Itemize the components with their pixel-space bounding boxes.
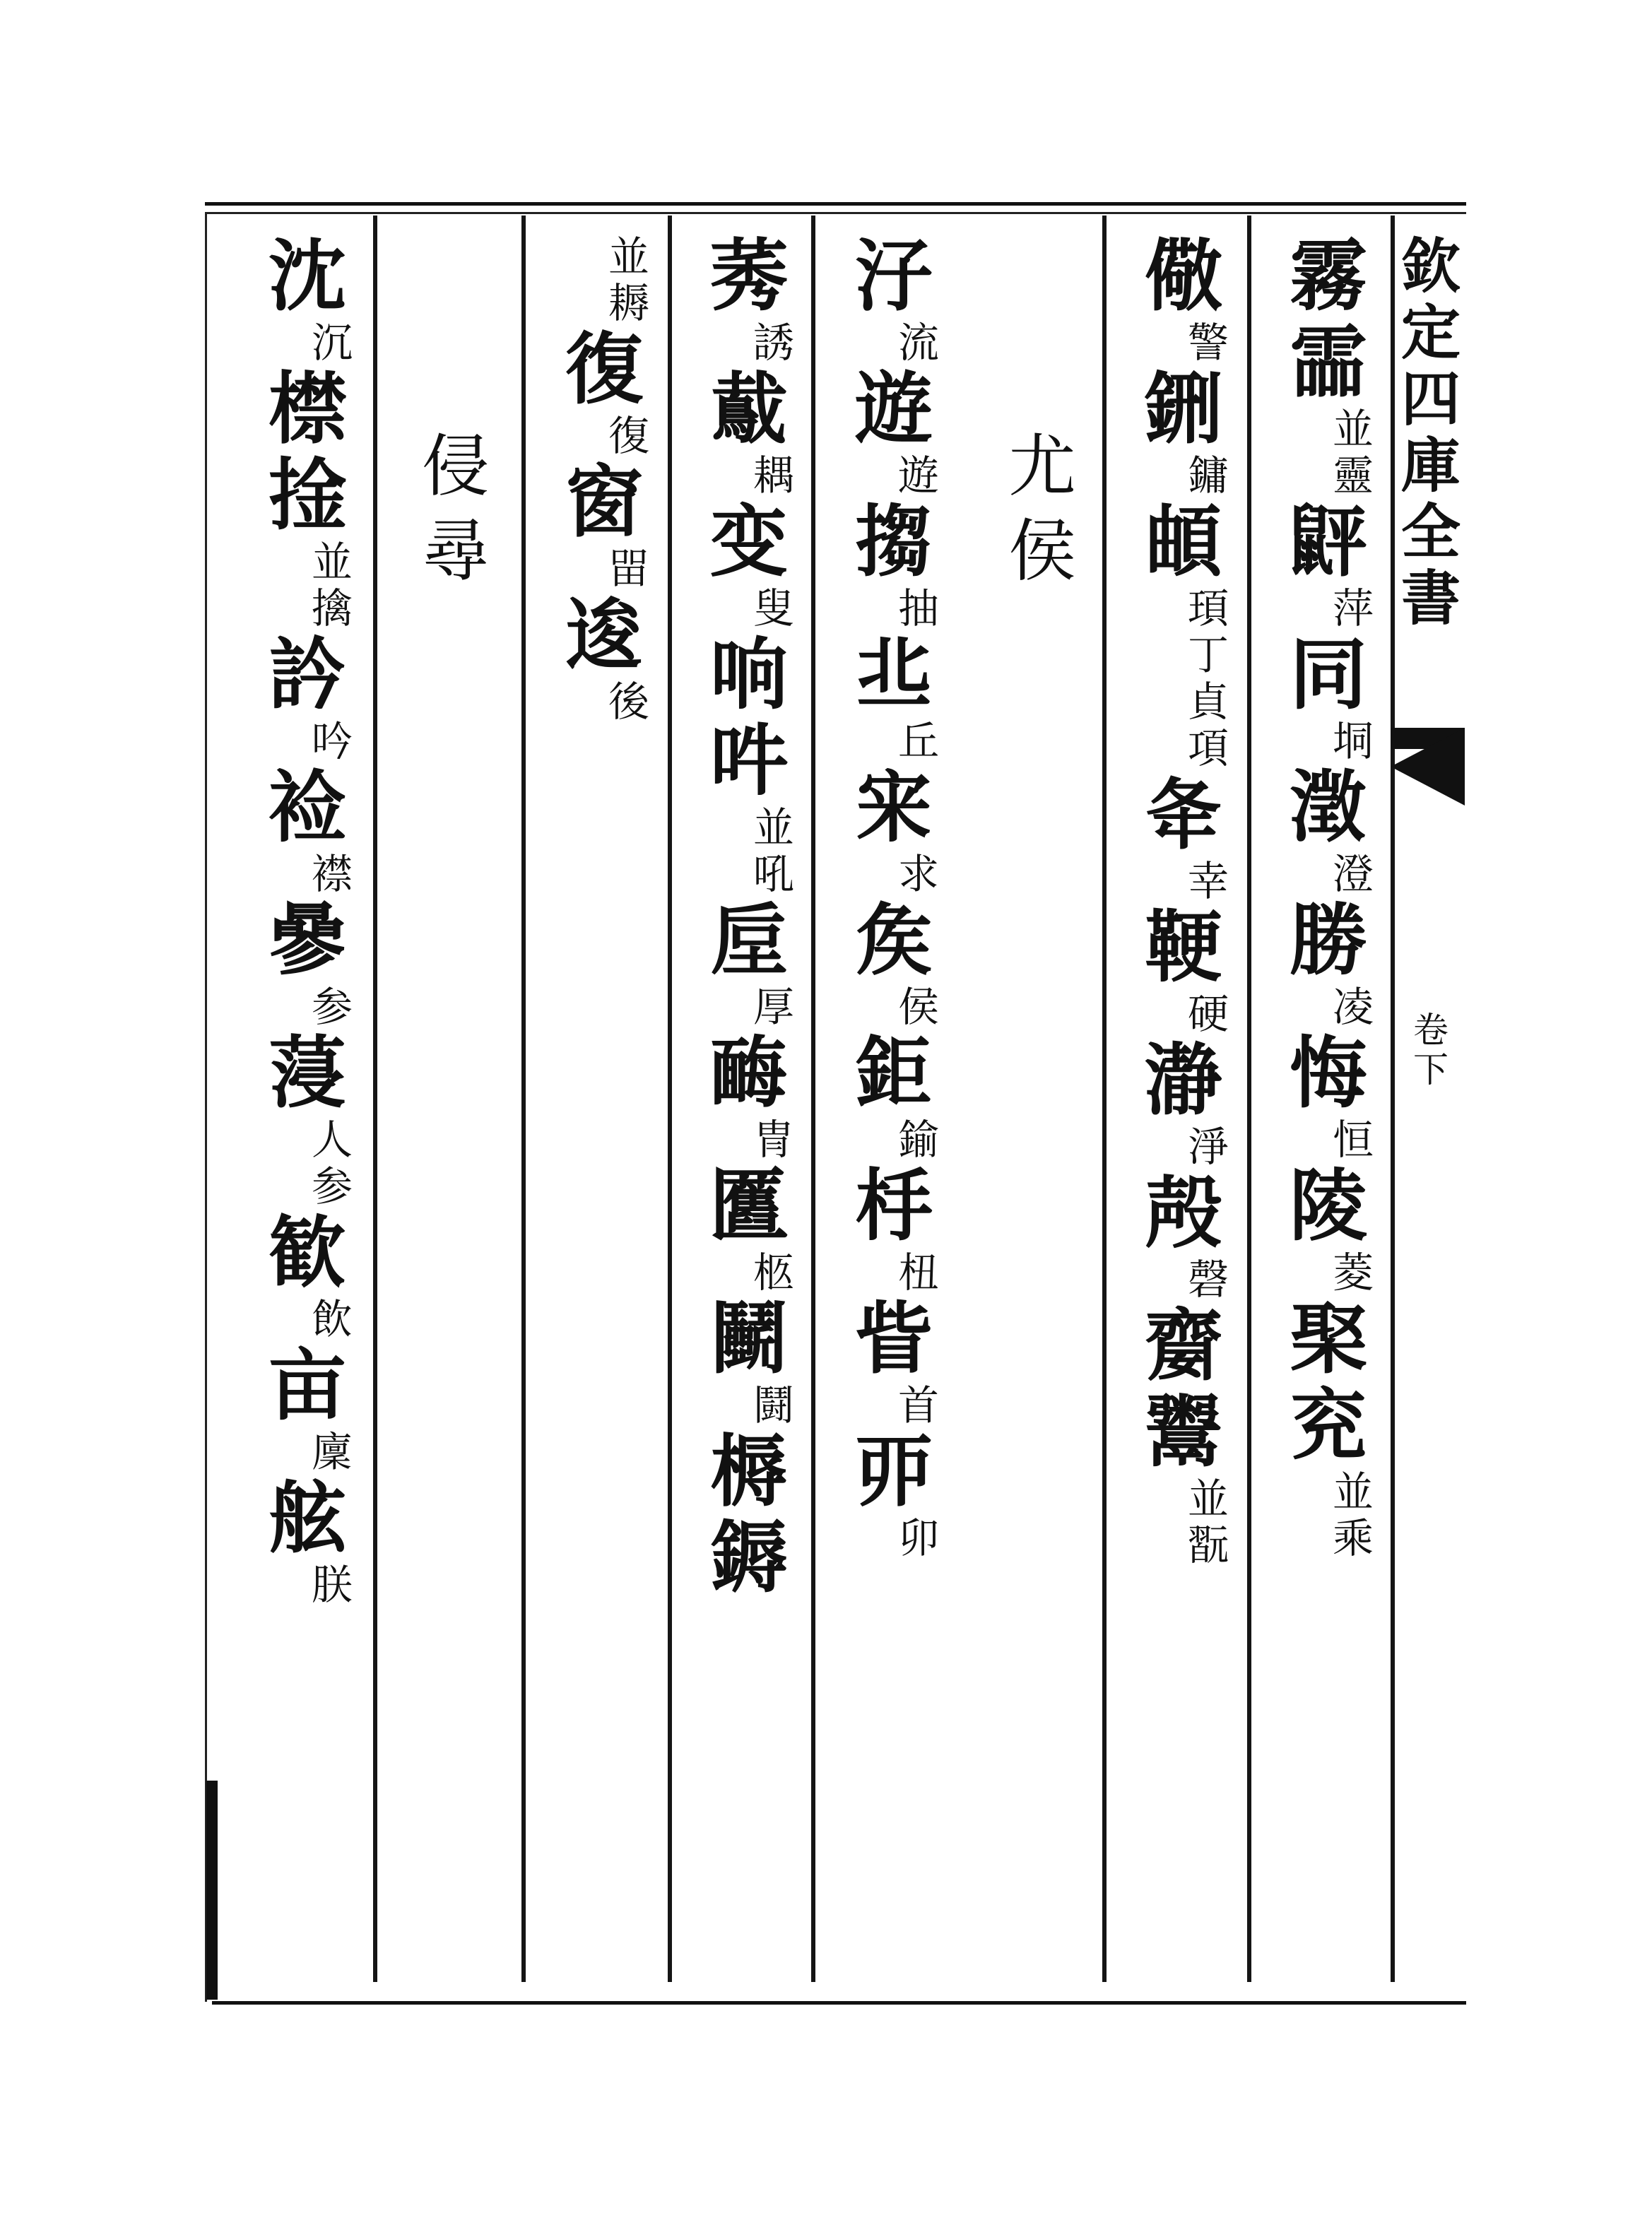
variant-annotation: 遊: [897, 452, 939, 500]
variant-annotation: 並吼: [753, 803, 794, 898]
title-char: 全: [1400, 497, 1461, 567]
variant-annotation: 廩: [311, 1428, 353, 1476]
variant-annotation: 頊: [1187, 584, 1229, 632]
variant-annotation: 参: [311, 983, 353, 1031]
text-column-1: [1265, 230, 1392, 1562]
variant-annotation: 耨: [608, 279, 649, 327]
head-character: 鉶: [1145, 363, 1222, 454]
text-column-2: [1120, 230, 1247, 1569]
variant-annotation: 柩: [753, 1249, 794, 1297]
head-character: 霧: [1290, 230, 1367, 322]
rhyme-heading-column-1: [979, 424, 1106, 594]
rhyme-heading-char: 侵: [422, 427, 490, 506]
variant-annotation: 鍮: [897, 1116, 939, 1164]
title-char: 庫: [1400, 430, 1461, 500]
variant-annotation: 人参: [311, 1116, 353, 1210]
volume-label: [1399, 1010, 1463, 1090]
left-border-rule: [205, 214, 207, 2002]
variant-annotation: 卯: [897, 1514, 939, 1562]
head-character: 垕: [710, 895, 788, 986]
rhyme-heading-char: 侯: [1008, 512, 1076, 591]
head-character: 夅: [1145, 769, 1222, 860]
head-character: 鬻: [1145, 1386, 1222, 1477]
variant-annotation: 後: [608, 678, 649, 726]
variant-annotation: 求: [897, 850, 939, 898]
head-character: 儆: [1145, 230, 1222, 322]
head-character: 勝: [1290, 895, 1367, 986]
variant-annotation: 淨: [1187, 1123, 1229, 1171]
head-character: 鎒: [710, 1512, 788, 1603]
head-character: 舷: [269, 1473, 346, 1564]
variant-annotation: 警: [1187, 319, 1229, 367]
text-column-5: [541, 233, 668, 725]
head-character: 悔: [1290, 1027, 1367, 1119]
head-character: 澂: [1290, 762, 1367, 853]
variant-annotation: 翫: [1187, 1521, 1229, 1569]
head-character: 鉅: [855, 1027, 933, 1119]
head-character: 响: [710, 629, 788, 720]
volume-char: 下: [1413, 1049, 1449, 1090]
variant-annotation: 冑: [753, 1116, 794, 1164]
variant-annotation: 㽞: [608, 545, 649, 593]
variant-annotation: 幸: [1187, 857, 1229, 905]
top-inner-rule: [205, 212, 1466, 214]
variant-annotation: 抽: [897, 584, 939, 632]
variant-annotation: 首: [897, 1381, 939, 1429]
variant-annotation: 萍: [1332, 584, 1374, 632]
variant-annotation: 耦: [753, 452, 794, 500]
head-character: 莠: [710, 230, 788, 322]
book-title-margin: [1399, 233, 1463, 632]
rhyme-heading-char: 尋: [422, 512, 490, 591]
variant-annotation: 沉: [311, 319, 353, 367]
variant-annotation: 項: [1187, 724, 1229, 772]
head-character: 变: [710, 496, 788, 587]
binding-edge-mark: [206, 1781, 218, 2000]
head-character: 沈: [269, 230, 346, 322]
text-column-3: [830, 230, 957, 1562]
variant-annotation: 並: [608, 232, 649, 281]
variant-annotation: 吟: [311, 717, 353, 765]
title-char: 定: [1400, 297, 1461, 367]
head-character: 宩: [855, 762, 933, 853]
variant-annotation: 並擒: [311, 538, 353, 632]
head-character: 蓡: [269, 1027, 346, 1119]
head-character: 遊: [855, 363, 933, 454]
head-character: 陵: [1290, 1160, 1367, 1251]
head-character: 棸: [1290, 1293, 1367, 1384]
title-char: 四: [1400, 364, 1461, 434]
head-character: 亩: [269, 1340, 346, 1431]
head-character: 丣: [855, 1426, 933, 1517]
head-character: 鬭: [710, 1293, 788, 1384]
variant-annotation: 厚: [753, 983, 794, 1031]
variant-annotation: 誘: [753, 319, 794, 367]
variant-annotation: 凌: [1332, 983, 1374, 1031]
head-character: 頔: [1145, 496, 1222, 587]
variant-annotation: 侯: [897, 983, 939, 1031]
volume-char: 卷: [1413, 1010, 1449, 1051]
variant-annotation: 菱: [1332, 1249, 1374, 1297]
bottom-border-rule: [212, 2001, 1466, 2005]
head-character: 㯲: [269, 363, 346, 454]
variant-annotation: 流: [897, 319, 939, 367]
variant-annotation: 並: [1187, 1475, 1229, 1523]
head-character: 曑: [269, 895, 346, 986]
variant-annotation: 飲: [311, 1295, 353, 1343]
variant-annotation: 硬: [1187, 990, 1229, 1038]
head-character: 殸: [1145, 1167, 1222, 1258]
variant-annotation: 朕: [311, 1561, 353, 1609]
head-character: 搊: [855, 496, 933, 587]
head-character: 杽: [855, 1160, 933, 1251]
head-character: 逡: [565, 589, 643, 680]
head-character: 匶: [710, 1160, 788, 1251]
head-character: 眥: [855, 1293, 933, 1384]
head-character: 同: [1290, 629, 1367, 720]
variant-annotation: 襟: [311, 850, 353, 898]
head-character: 復: [565, 324, 643, 415]
head-character: 鞕: [1145, 902, 1222, 993]
title-char: 書: [1400, 563, 1461, 633]
variant-annotation: 恒: [1332, 1116, 1374, 1164]
head-character: 窗: [565, 456, 643, 548]
head-character: 歓: [269, 1207, 346, 1298]
top-border-rule: [205, 202, 1466, 206]
column-divider: [373, 216, 377, 1982]
variant-annotation: 鬪: [753, 1381, 794, 1429]
head-character: 裣: [269, 762, 346, 853]
rhyme-heading-column-2: [392, 424, 519, 594]
head-character: 矦: [855, 895, 933, 986]
variant-annotation: 鏞: [1187, 452, 1229, 500]
fishtail-icon: [1391, 728, 1465, 806]
variant-annotation: 磬: [1187, 1256, 1229, 1304]
head-character: 槈: [710, 1426, 788, 1517]
head-character: 捦: [269, 449, 346, 541]
variant-annotation: 並靈: [1332, 405, 1374, 500]
column-divider: [1247, 216, 1251, 1982]
variant-annotation: 垌: [1332, 717, 1374, 765]
head-character: 䩈: [710, 1027, 788, 1119]
variant-annotation: 並乘: [1332, 1468, 1374, 1562]
head-character: 丠: [855, 629, 933, 720]
text-column-6: [244, 230, 371, 1609]
variant-annotation: 丘: [897, 717, 939, 765]
variant-annotation: 杻: [897, 1249, 939, 1297]
head-character: 䶒: [1145, 1300, 1222, 1391]
head-character: 汓: [855, 230, 933, 322]
head-character: 訡: [269, 629, 346, 720]
column-divider: [521, 216, 526, 1982]
rhyme-heading-char: 尤: [1008, 427, 1076, 506]
head-character: 霝: [1290, 317, 1367, 408]
variant-annotation: 叟: [753, 584, 794, 632]
variant-annotation: 澄: [1332, 850, 1374, 898]
variant-annotation: 丁貞: [1187, 631, 1229, 726]
head-character: 吽: [710, 715, 788, 806]
column-divider: [668, 216, 672, 1982]
head-character: 兖: [1290, 1379, 1367, 1470]
head-character: 䶄: [1290, 496, 1367, 587]
head-character: 䳒: [710, 363, 788, 454]
text-column-4: [685, 230, 813, 1603]
variant-annotation: 復: [608, 412, 649, 460]
title-char: 欽: [1400, 231, 1461, 301]
head-character: 瀞: [1145, 1034, 1222, 1126]
